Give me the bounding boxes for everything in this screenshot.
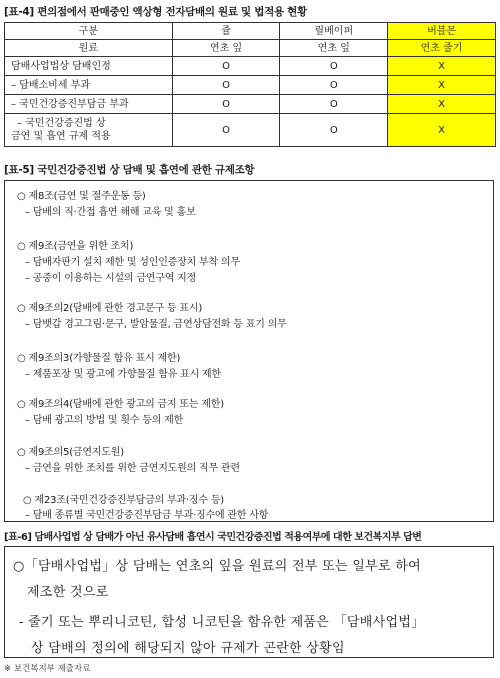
header-cell: 릴베이퍼: [280, 23, 388, 40]
clause-heading: ○ 제9조의4(담배에 관한 광고의 금지 또는 제한): [17, 399, 224, 410]
header-cell: 연초 줄기: [388, 40, 496, 57]
table6-title: [표-6] 담배사업법 상 담배가 아닌 유사담배 흡연시 국민건강증진법 적용여부에 대한 보건복지부 답변: [4, 532, 422, 543]
answer-paragraph-line: ○「담배사업법」상 담배는 연초의 잎을 원료의 전부 또는 일부로 하여: [13, 559, 422, 574]
table5-box: [4, 180, 494, 522]
table4-header-row: [5, 23, 496, 40]
row-label: [5, 114, 173, 147]
clause-heading: ○ 제8조(금연 및 절주운동 등): [17, 191, 146, 202]
header-cell: 연초 잎: [280, 40, 388, 57]
cell: O: [280, 114, 388, 147]
table4-title: [표-4] 편의점에서 판매중인 액상형 전자담배의 원료 및 법적용 현황: [4, 6, 307, 18]
answer-paragraph-line: 제조한 것으로: [27, 585, 109, 600]
cell: O: [172, 76, 280, 95]
table-row: [5, 114, 496, 147]
header-cell: 원료: [5, 40, 173, 57]
cell: X: [388, 95, 496, 114]
cell: X: [388, 114, 496, 147]
cell: O: [172, 95, 280, 114]
table4: [4, 22, 496, 147]
row-label-line: – 국민건강증진법 상: [17, 118, 106, 129]
clause-heading: ○ 제23조(국민건강증진부담금의 부과·징수 등): [23, 495, 224, 506]
table-row: [5, 76, 496, 95]
row-label-line: 금연 및 흡연 규제 적용: [11, 131, 111, 142]
answer-paragraph-line: 상 담배의 정의에 해당되지 않아 규제가 곤란한 상황임: [31, 641, 345, 656]
clause-detail: – 담배의 직·간접 흡연 해해 교육 및 홍보: [25, 207, 196, 218]
header-cell: 버블몬: [388, 23, 496, 40]
cell: O: [280, 95, 388, 114]
clause-detail: – 금연을 위한 조치를 위한 금연지도원의 직무 관련: [25, 463, 240, 474]
row-label: – 국민건강증진부담금 부과: [5, 95, 173, 114]
clause-detail: – 담배 종류별 국민건강증진부담금 부과·징수에 관한 사항: [25, 510, 269, 521]
header-cell: 구분: [5, 23, 173, 40]
clause-detail: – 제품포장 및 광고에 가향물질 함유 표시 제한: [25, 369, 221, 380]
clause-heading: ○ 제9조(금연을 위한 조치): [17, 241, 134, 252]
clause-detail: – 담배 광고의 방법 및 횟수 등의 제한: [25, 415, 184, 426]
table-row: [5, 95, 496, 114]
header-cell: 쥴: [172, 23, 280, 40]
source-note: ※ 보건복지부 제출자료: [4, 664, 91, 674]
table5-title: [표-5] 국민건강증진법 상 담배 및 흡연에 관한 규제조항: [4, 164, 255, 176]
table4-material-row: [5, 40, 496, 57]
clause-detail: – 담뱃갑 경고그림·문구, 발암물질, 금연상담전화 등 표기 의무: [25, 319, 287, 330]
clause-heading: ○ 제9조의5(금연지도원): [17, 447, 124, 458]
cell: O: [280, 57, 388, 76]
clause-heading: ○ 제9조의2(담배에 관한 경고문구 등 표시): [17, 303, 203, 314]
cell: X: [388, 76, 496, 95]
cell: O: [280, 76, 388, 95]
row-label: 담배사업법상 담배인정: [5, 57, 173, 76]
cell: O: [172, 114, 280, 147]
row-label: – 담배소비세 부과: [5, 76, 173, 95]
clause-detail: – 담배자판기 설치 제한 및 성인인증장치 부착 의무: [25, 257, 240, 268]
cell: O: [172, 57, 280, 76]
table-row: [5, 57, 496, 76]
clause-heading: ○ 제9조의3(가향물질 함유 표시 제한): [17, 353, 181, 364]
cell: X: [388, 57, 496, 76]
answer-paragraph-line: - 줄기 또는 뿌리니코틴, 합성 니코틴을 함유한 제품은 「담배사업법」: [19, 615, 425, 630]
header-cell: 연초 잎: [172, 40, 280, 57]
table6-box: [4, 546, 494, 658]
clause-detail: – 공중이 이용하는 시설의 금연구역 지정: [25, 273, 197, 284]
